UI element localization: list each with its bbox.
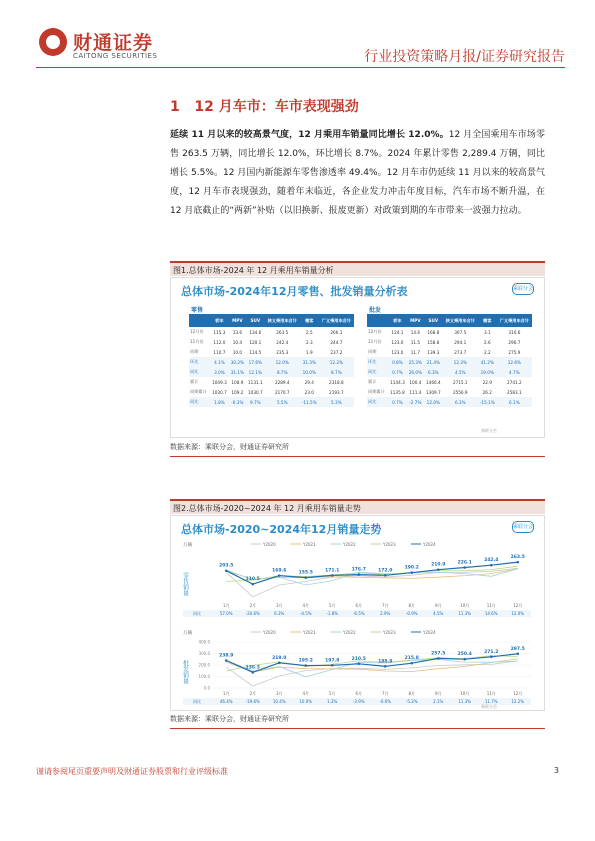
wholesale-cell: 12.0%: [424, 397, 443, 407]
wholesale-section-label: 批发: [369, 307, 382, 314]
retail-cell: 134.6: [249, 329, 262, 335]
retail-col-header: [189, 314, 210, 327]
wholesale-cell: 2.6: [483, 339, 491, 345]
figure2-source: 数据来源：乘联分会，财通证券研究所: [170, 715, 289, 723]
legend-label: Y2021: [303, 542, 316, 547]
retail-cell: 2170.7: [274, 389, 290, 395]
x-tick-label: 2月: [249, 691, 257, 696]
figure1-source: 数据来源：乘联分会，财通证券研究所: [170, 443, 289, 451]
wholesale-col-header: 狭义乘用车合计: [443, 314, 478, 327]
retail-cell: 5.3%: [319, 397, 354, 407]
data-label: 172.0: [378, 568, 393, 574]
yoy-value: -1.8%: [326, 611, 339, 616]
wholesale-cell: 同比: [367, 367, 388, 377]
retail-cell: 266.1: [330, 329, 343, 335]
retail-row: [189, 337, 354, 347]
retail-cell: 244.7: [330, 339, 343, 345]
data-label: 210.9: [431, 562, 446, 568]
header-divider: [36, 67, 565, 68]
wholesale-cell: 2583.1: [507, 389, 522, 395]
body-paragraph: [170, 126, 545, 221]
wholesale-cell: 307.5: [454, 329, 467, 335]
retail-cell: 31.1%: [229, 367, 246, 377]
figure2-frame: [170, 515, 545, 711]
figure1-brand-mark: 乘联分会: [512, 283, 534, 295]
wholesale-cell: 同期累计: [368, 389, 385, 394]
retail-cell: -11.5%: [300, 397, 319, 407]
retail-cell: 2289.4: [274, 379, 290, 385]
wholesale-cell: 6.3%: [424, 367, 443, 377]
retail-cell: 112.0: [213, 339, 226, 345]
figure2-bottom-rule: [170, 728, 545, 729]
data-label: 155.5: [298, 570, 313, 576]
logo-text-en: CAITONG SECURITIES: [73, 52, 158, 60]
yoy-value: 11.7%: [484, 699, 498, 704]
figure1-frame: [170, 277, 545, 438]
x-tick-label: 7月: [381, 691, 389, 696]
wholesale-cell: 2741.2: [507, 379, 522, 385]
legend-label: Y2024: [423, 630, 436, 635]
retail-cell: 110.7: [213, 349, 226, 355]
data-point: [304, 664, 307, 667]
yoy-row-label: 同比: [193, 611, 201, 616]
retail-cell: 1.8%: [210, 397, 229, 407]
wholesale-col-header: SUV: [424, 314, 443, 327]
wholesale-cell: 296.7: [508, 339, 521, 345]
data-label: 210.5: [351, 656, 366, 662]
wholesale-cell: -2.7%: [407, 397, 424, 407]
data-label: 242.4: [484, 558, 499, 564]
retail-cell: 108.9: [231, 379, 244, 385]
wholesale-cell: 275.9: [508, 349, 521, 355]
data-label: 188.9: [378, 659, 393, 665]
retail-cell: 242.4: [276, 339, 289, 345]
yoy-value: -19.6%: [245, 699, 260, 704]
wholesale-cell: 100.4: [409, 379, 422, 385]
yoy-value: -0.6%: [379, 699, 392, 704]
yoy-value: 46.4%: [219, 699, 233, 704]
data-point: [304, 576, 307, 579]
section-number: 1: [170, 99, 180, 115]
figure2-chart-heading: 总体市场-2020~2024年12月销量走势: [181, 523, 382, 536]
wholesale-cell: 2.2: [483, 349, 491, 355]
retail-cell: 2.5: [305, 329, 313, 335]
data-label: 219.0: [272, 655, 287, 661]
yoy-value: 14.6%: [484, 611, 498, 616]
wholesale-cell: 0.7%: [388, 367, 407, 377]
retail-cell: 235.3: [276, 349, 289, 355]
retail-cell: 3.0%: [210, 367, 229, 377]
data-label: 136.3: [245, 665, 260, 671]
wholesale-row: [367, 377, 532, 387]
retail-cell: 11月份: [190, 339, 204, 344]
data-label: 171.1: [325, 568, 340, 574]
wholesale-cell: 19.0%: [478, 367, 497, 377]
wholesale-cell: 1309.7: [425, 389, 441, 395]
wholesale-cell: 310.6: [508, 329, 521, 335]
wholesale-cell: 273.7: [454, 349, 467, 355]
figure1-title: 图1.总体市场-2024 年 12 月乘用车销量分析: [170, 261, 545, 276]
wholesale-cell: 26.0%: [407, 367, 424, 377]
x-tick-label: 5月: [328, 691, 336, 696]
retail-cell: 30.2%: [229, 357, 246, 367]
retail-cell: 1030.7: [212, 389, 227, 395]
retail-row: [189, 397, 354, 407]
retail-cell: 263.5: [276, 329, 289, 335]
section-heading: 12 月车市：车市表现强劲: [194, 99, 359, 115]
data-point: [410, 662, 413, 665]
x-tick-label: 12月: [513, 603, 523, 608]
data-label: 195.2: [298, 658, 313, 664]
yoy-value: 12.2%: [511, 699, 525, 704]
retail-cell: 29.4: [304, 379, 314, 385]
wholesale-cell: 同期: [368, 349, 377, 354]
wholesale-cell: 同比: [367, 397, 388, 407]
paragraph-lead: 延续 11 月以来的较高景气度，12 月乘用车销量同比增长 12.0%。: [170, 130, 449, 140]
wholesale-cell: 2556.9: [452, 389, 468, 395]
wholesale-col-header: MPV: [407, 314, 424, 327]
wholesale-cell: 0.8%: [388, 357, 407, 367]
y-tick-label: 300.0: [198, 651, 210, 656]
wholesale-cell: 11.5: [410, 339, 421, 345]
retail-cell: 10.0%: [300, 367, 319, 377]
retail-col-header: 微客: [300, 314, 319, 327]
wholesale-cell: 26.2: [482, 389, 492, 395]
retail-cell: 2193.7: [329, 389, 344, 395]
data-point: [463, 566, 466, 569]
data-label: 197.8: [325, 658, 340, 664]
legend-label: Y2024: [423, 542, 436, 547]
retail-cell: 23.0: [304, 389, 314, 395]
x-tick-label: 10月: [460, 603, 470, 608]
retail-cell: 115.3: [213, 329, 226, 335]
retail-cell: 环比: [189, 357, 210, 367]
wholesale-cell: 2715.1: [452, 379, 468, 385]
data-point: [278, 662, 281, 665]
wholesale-cell: 123.0: [391, 349, 404, 355]
retail-cell: 累计: [190, 379, 199, 384]
panel-title: 批发销量: [181, 660, 189, 684]
x-tick-label: 11月: [486, 603, 496, 608]
data-point: [410, 571, 413, 574]
wholesale-cell: 294.1: [454, 339, 467, 345]
wholesale-cell: 21.4%: [424, 357, 443, 367]
wholesale-cell: 4.7%: [497, 367, 532, 377]
retail-cell: 同比: [189, 397, 210, 407]
retail-cell: 13.6: [232, 329, 243, 335]
x-tick-label: 9月: [434, 603, 442, 608]
wholesale-cell: 4.5%: [443, 367, 478, 377]
retail-cell: 12.2%: [319, 357, 354, 367]
retail-col-header: MPV: [229, 314, 246, 327]
legend-label: Y2020: [263, 542, 276, 547]
data-point: [225, 659, 228, 662]
data-label: 203.5: [219, 563, 234, 569]
retail-table: [189, 314, 354, 407]
data-point: [384, 665, 387, 668]
logo-text-cn: 财通证券: [73, 32, 154, 54]
data-point: [384, 574, 387, 577]
wholesale-cell: 41.2%: [478, 357, 497, 367]
yoy-value: 11.3%: [458, 611, 472, 616]
retail-cell: 同期累计: [190, 389, 207, 394]
data-label: 257.5: [431, 651, 446, 657]
retail-cell: 9.7%: [246, 397, 265, 407]
data-point: [251, 583, 254, 586]
retail-row: [189, 367, 354, 377]
yoy-value: 2.9%: [380, 611, 391, 616]
yoy-value: 1.2%: [327, 699, 338, 704]
data-label: 169.6: [272, 568, 287, 574]
retail-cell: 1049.3: [212, 379, 227, 385]
series-line-Y2020: [226, 568, 518, 597]
wholesale-cell: 139.3: [427, 349, 440, 355]
wholesale-cell: 3.1: [483, 329, 491, 335]
retail-cell: 1131.1: [247, 379, 263, 385]
data-point: [490, 656, 493, 659]
legend-label: Y2021: [303, 630, 316, 635]
wholesale-row: [367, 397, 532, 407]
section-title: [170, 96, 359, 116]
data-label: 190.2: [404, 565, 419, 571]
wholesale-cell: 12月份: [368, 329, 382, 334]
data-label: 215.8: [404, 656, 419, 662]
retail-cell: 5.5%: [265, 397, 300, 407]
retail-row: [189, 327, 354, 337]
wholesale-cell: 12.6%: [497, 357, 532, 367]
x-tick-label: 1月: [222, 691, 230, 696]
wholesale-table: [367, 314, 532, 407]
figure2-title: 图2.总体市场-2020~2024 年 12 月乘用车销量走势: [170, 499, 545, 514]
data-point: [357, 573, 360, 576]
wholesale-col-header: 轿车: [388, 314, 407, 327]
wholesale-cell: 1466.4: [425, 379, 441, 385]
yoy-value: -5.2%: [405, 699, 418, 704]
wholesale-cell: 0.7%: [388, 397, 407, 407]
wholesale-row: [367, 357, 532, 367]
data-point: [357, 662, 360, 665]
retail-cell: 10.4: [232, 339, 243, 345]
retail-cell: 2.3: [305, 339, 313, 345]
x-tick-label: 5月: [328, 603, 336, 608]
x-tick-label: 11月: [486, 691, 496, 696]
yoy-value: 57.0%: [219, 611, 233, 616]
wholesale-cell: 25.3%: [407, 357, 424, 367]
x-tick-label: 6月: [355, 691, 363, 696]
data-label: 263.5: [510, 555, 525, 561]
retail-row: [189, 377, 354, 387]
yoy-value: 4.5%: [433, 611, 444, 616]
wholesale-row: [367, 347, 532, 357]
yoy-value: -4.5%: [299, 611, 312, 616]
yoy-value: 2.1%: [433, 699, 444, 704]
company-logo-icon: [39, 28, 67, 56]
retail-cell: 12月份: [190, 329, 204, 334]
footer-disclaimer: 谨请参阅尾页重要声明及财通证券股票和行业评级标准: [36, 767, 228, 776]
wholesale-cell: 1144.3: [390, 379, 405, 385]
wholesale-cell: 1135.8: [390, 389, 405, 395]
retail-cell: 237.2: [330, 349, 343, 355]
wholesale-cell: 14.6: [410, 329, 421, 335]
retail-cell: 1.9: [305, 349, 313, 355]
wholesale-col-header: [367, 314, 388, 327]
x-tick-label: 12月: [513, 691, 523, 696]
yoy-value: -3.9%: [352, 699, 365, 704]
retail-cell: 10.0: [232, 349, 243, 355]
x-tick-label: 2月: [249, 603, 257, 608]
y-tick-label: 0.0: [203, 685, 210, 691]
retail-cell: -0.3%: [229, 397, 246, 407]
yoy-value: -0.9%: [405, 611, 418, 616]
y-tick-label: 200.0: [198, 662, 210, 668]
wholesale-cell: 11.7: [410, 349, 421, 355]
y-tick-label: 100.0: [198, 674, 210, 679]
legend-label: Y2020: [263, 630, 276, 635]
wholesale-cell: 158.8: [427, 339, 440, 345]
x-tick-label: 1月: [222, 603, 230, 608]
retail-cell: 2318.8: [329, 379, 344, 385]
wholesale-cell: 6.1%: [497, 397, 532, 407]
figure2-footer-note: 乘联分会: [481, 704, 497, 709]
yoy-value: -6.5%: [352, 611, 365, 616]
x-tick-label: 3月: [275, 603, 283, 608]
retail-col-header: 狭义乘用车合计: [265, 314, 300, 327]
data-label: 297.5: [510, 646, 525, 652]
yoy-value: 10.0%: [299, 699, 313, 704]
retail-cell: 17.6%: [246, 357, 265, 367]
wholesale-cell: 168.8: [427, 329, 440, 335]
panel-title: 零售销量: [181, 572, 189, 596]
legend-label: Y2022: [343, 542, 356, 547]
retail-cell: 120.1: [249, 339, 262, 345]
retail-cell: 12.0%: [265, 357, 300, 367]
wholesale-col-header: 广义乘用车合计: [497, 314, 532, 327]
data-point: [225, 569, 228, 572]
retail-cell: 109.2: [231, 389, 244, 395]
x-tick-label: 6月: [355, 603, 363, 608]
retail-col-header: 广义乘用车合计: [319, 314, 354, 327]
data-point: [437, 568, 440, 571]
retail-cell: 8.7%: [265, 367, 300, 377]
x-tick-label: 8月: [408, 603, 416, 608]
retail-row: [189, 357, 354, 367]
wholesale-cell: 123.0: [391, 339, 404, 345]
x-tick-label: 8月: [408, 691, 416, 696]
figure1-bottom-rule: [170, 456, 545, 457]
x-tick-label: 9月: [434, 691, 442, 696]
yoy-value: 12.0%: [511, 611, 525, 616]
x-tick-label: 4月: [302, 603, 310, 608]
yoy-value: -20.6%: [245, 611, 260, 616]
trend-charts: [171, 536, 544, 712]
data-point: [437, 657, 440, 660]
retail-cell: 4.1%: [210, 357, 229, 367]
data-label: 110.5: [245, 577, 260, 583]
data-label: 238.9: [219, 653, 234, 659]
data-point: [516, 652, 519, 655]
data-point: [331, 574, 334, 577]
retail-row: [189, 347, 354, 357]
legend-label: Y2023: [383, 542, 396, 547]
figure2-brand-mark: 乘联分会: [512, 521, 534, 533]
wholesale-row: [367, 387, 532, 397]
figure1-chart-heading: 总体市场-2024年12月零售、批发销量分析表: [181, 285, 408, 298]
legend-label: Y2023: [383, 630, 396, 635]
data-point: [331, 664, 334, 667]
paragraph-body: 12 月全国乘用车市场零售 263.5 万辆，同比增长 12.0%，环比增长 8.7%。2024 年累计零售 2,289.4 万辆，同比增长 5.5%。12 月国内新能源车零售渗透率 49.4%。12 月车市仍延续 11 月以来的较高景气度，12 月车市表现强劲，随着年末临近，各企业发力冲击年度目标，汽车市场不断升温，在 12 月底截止的“两新”补贴（以旧换新、报废更新）对政策到期的车市带来一波强力拉动。: [170, 130, 545, 216]
data-label: 226.1: [457, 560, 472, 566]
x-tick-label: 7月: [381, 603, 389, 608]
retail-cell: 同期: [190, 349, 199, 354]
data-label: 250.4: [457, 652, 472, 658]
data-point: [463, 658, 466, 661]
y-tick-label: 400.0: [198, 639, 210, 645]
x-tick-label: 3月: [275, 691, 283, 696]
figure1-footer-note: 乘联分会: [481, 428, 497, 433]
wholesale-cell: -15.1%: [478, 397, 497, 407]
wholesale-row: [367, 337, 532, 347]
retail-cell: 12.1%: [246, 367, 265, 377]
wholesale-row: [367, 327, 532, 337]
wholesale-cell: 11月份: [368, 339, 382, 344]
y-unit-label: 万辆: [183, 631, 192, 636]
data-point: [490, 564, 493, 567]
y-unit-label: 万辆: [183, 543, 192, 548]
x-tick-label: 10月: [460, 691, 470, 696]
yoy-value: 6.3%: [274, 611, 285, 616]
data-point: [278, 574, 281, 577]
retail-cell: 8.7%: [319, 367, 354, 377]
yoy-row-label: 同比: [193, 699, 201, 704]
retail-cell: 31.3%: [300, 357, 319, 367]
wholesale-cell: 12.3%: [443, 357, 478, 367]
retail-col-header: 轿车: [210, 314, 229, 327]
report-type: 行业投资策略月报/证券研究报告: [364, 49, 565, 65]
yoy-value: 11.3%: [458, 699, 472, 704]
x-tick-label: 4月: [302, 691, 310, 696]
retail-cell: 1030.7: [247, 389, 263, 395]
retail-row: [189, 387, 354, 397]
wholesale-cell: 124.1: [391, 329, 404, 335]
wholesale-cell: 22.9: [482, 379, 492, 385]
data-point: [251, 671, 254, 674]
retail-cell: 114.5: [249, 349, 262, 355]
wholesale-col-header: 微客: [478, 314, 497, 327]
yoy-value: 10.4%: [272, 699, 286, 704]
data-label: 271.2: [484, 649, 499, 655]
data-point: [516, 561, 519, 564]
page-number: 3: [553, 766, 559, 775]
retail-cell: 同比: [189, 367, 210, 377]
retail-section-label: 零售: [191, 307, 204, 314]
wholesale-cell: 累计: [368, 379, 377, 384]
wholesale-cell: 环比: [367, 357, 388, 367]
wholesale-row: [367, 367, 532, 377]
data-label: 176.7: [351, 567, 366, 573]
wholesale-cell: 111.4: [409, 389, 422, 395]
legend-label: Y2022: [343, 630, 356, 635]
wholesale-cell: 6.3%: [443, 397, 478, 407]
retail-col-header: SUV: [246, 314, 265, 327]
